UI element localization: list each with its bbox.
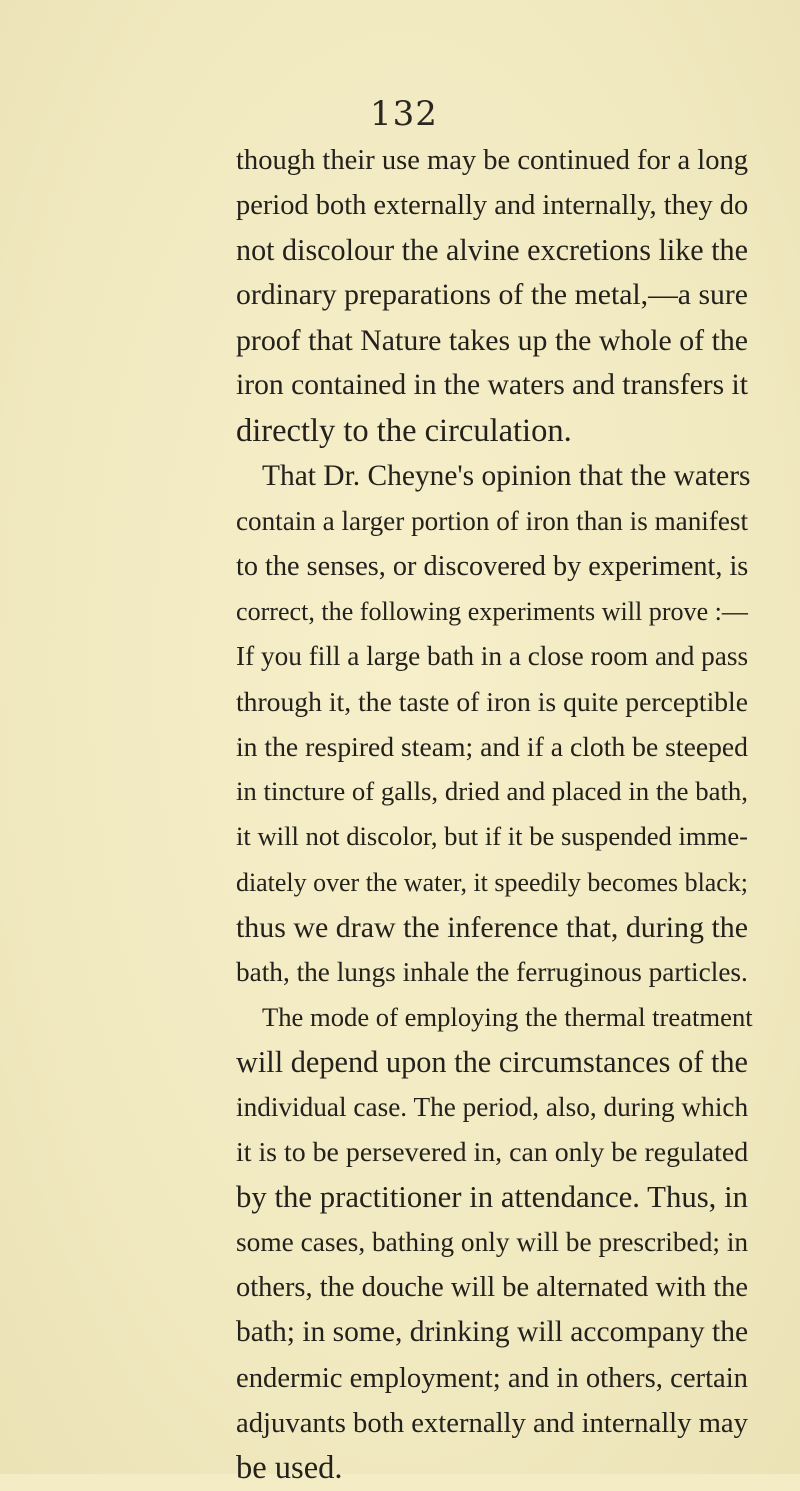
text-line: be used. xyxy=(236,1449,343,1486)
text-line: adjuvants both externally and internally may xyxy=(236,1406,748,1439)
text-line: by the practitioner in attendance. Thus, in xyxy=(236,1180,748,1215)
page-number: 132 xyxy=(370,94,438,134)
text-line: diately over the water, it speedily becomes black; xyxy=(236,867,748,897)
text-line: endermic employment; and in others, certain xyxy=(236,1361,748,1394)
text-line: to the senses, or discovered by experiment, is xyxy=(236,550,749,582)
text-line: proof that Nature takes up the whole of the xyxy=(236,324,748,358)
text-line: bath; in some, drinking will accompany the xyxy=(236,1316,749,1349)
text-line: contain a larger portion of iron than is manifest xyxy=(236,505,748,536)
text-line: ordinary preparations of the metal,—a sure xyxy=(236,279,748,312)
text-line: If you fill a large bath in a close room and pass xyxy=(236,641,749,672)
text-line: though their use may be continued for a long xyxy=(236,145,748,176)
text-line: in tincture of galls, dried and placed in the bath, xyxy=(236,776,748,807)
text-line: through it, the taste of iron is quite perceptible xyxy=(236,686,748,718)
text-line: correct, the following experiments will prove :— xyxy=(236,596,748,626)
text-line: bath, the lungs inhale the ferruginous particles. xyxy=(236,956,748,987)
text-line: iron contained in the waters and transfers it xyxy=(236,369,748,402)
text-line: period both externally and internally, they do xyxy=(236,190,749,222)
text-line: some cases, bathing only will be prescribed; in xyxy=(236,1227,749,1258)
text-line: That Dr. Cheyne's opinion that the waters xyxy=(262,459,751,492)
text-line: in the respired steam; and if a cloth be steeped xyxy=(236,731,748,763)
text-line: it is to be persevered in, can only be regulated xyxy=(236,1137,749,1169)
text-line: not discolour the alvine excretions like the xyxy=(236,233,748,268)
text-line: will depend upon the circumstances of the xyxy=(236,1044,748,1079)
text-line: directly to the circulation. xyxy=(236,412,572,449)
text-line: The mode of employing the thermal treatment xyxy=(262,1001,753,1032)
body-text xyxy=(236,138,753,1491)
text-line: thus we draw the inference that, during the xyxy=(236,910,748,944)
text-line: it will not discolor, but if it be suspended imme- xyxy=(236,821,748,852)
text-line: individual case. The period, also, during which xyxy=(236,1091,749,1122)
text-line: others, the douche will be alternated with the xyxy=(236,1272,748,1304)
